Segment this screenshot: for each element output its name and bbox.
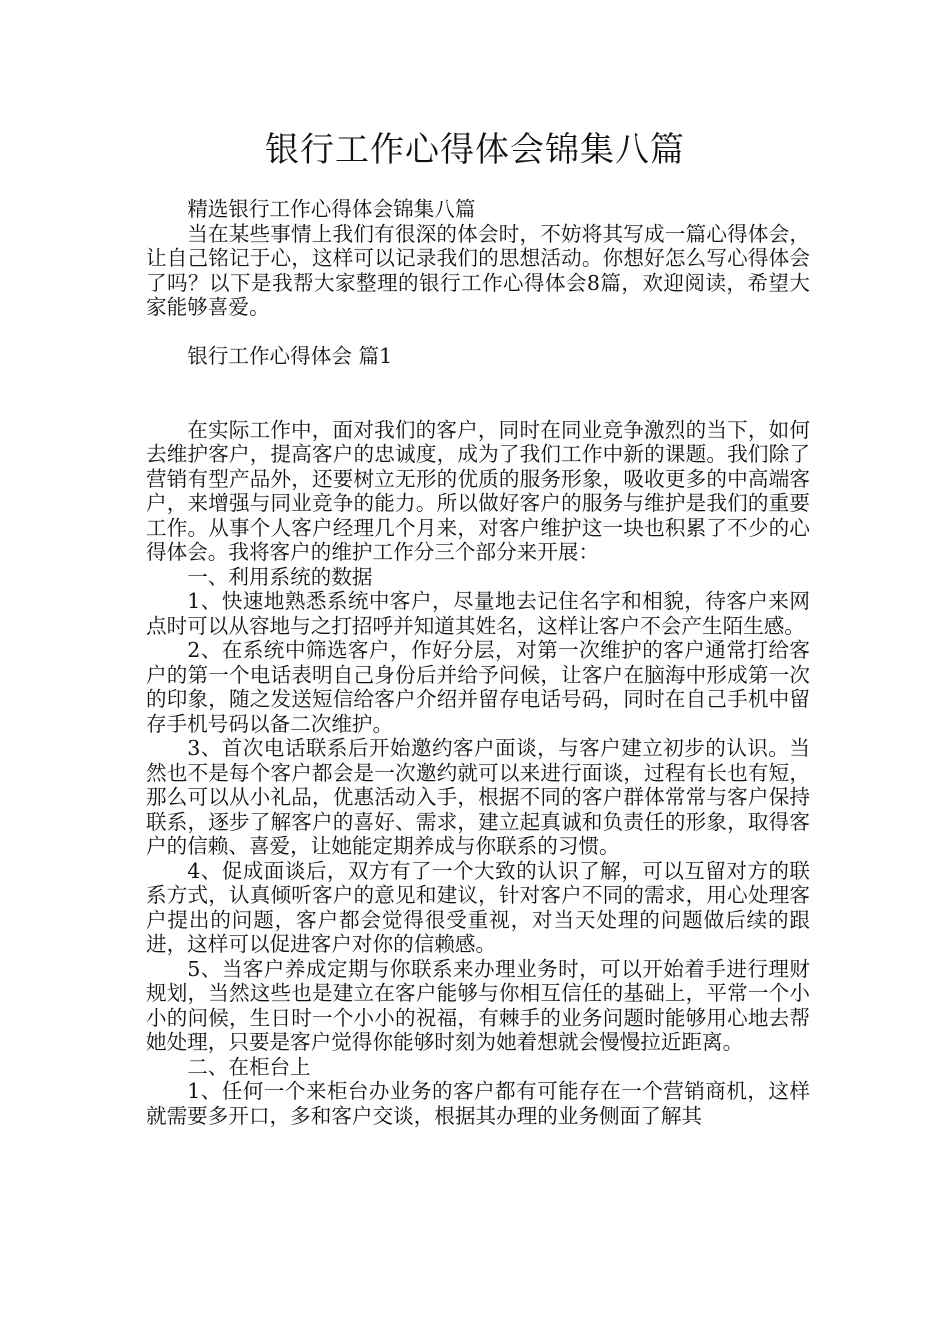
- subtitle: 精选银行工作心得体会锦集八篇: [187, 197, 476, 221]
- document-title: 银行工作心得体会锦集八篇: [265, 130, 685, 170]
- paragraph: 在实际工作中，面对我们的客户，同时在同业竞争激烈的当下，如何去维护客户，提高客户的忠诚度，成为了我们工作中新的课题。我们除了营销有型产品外，还要树立无形的优质的服务形象，吸收更多的中高端客户，来增强与同业竞争的能力。所以做好客户的服务与维护是我们的重要工作。从事个人客户经理几个月来，对客户维护这一块也积累了不少的心得体会。我将客户的维护工作分三个部分来开展：: [146, 417, 810, 564]
- spacer: [146, 320, 810, 345]
- intro-paragraph: 当在某些事情上我们有很深的体会时，不妨将其写成一篇心得体会，让自己铭记于心，这样可以记录我们的思想活动。你想好怎么写心得体会了吗？以下是我帮大家整理的银行工作心得体会8篇，欢迎阅读，希望大家能够喜爱。: [146, 221, 810, 319]
- paragraph: 3、首次电话联系后开始邀约客户面谈，与客户建立初步的认识。当然也不是每个客户都会是一次邀约就可以来进行面谈，过程有长也有短，那么可以从小礼品，优惠活动入手，根据不同的客户群体常常与客户保持联系，逐步了解客户的喜好、需求，建立起真诚和负责任的形象，取得客户的信赖、喜爱，让她能定期养成与你联系的习惯。: [146, 736, 810, 858]
- spacer: [146, 393, 810, 418]
- paragraph: 5、当客户养成定期与你联系来办理业务时，可以开始着手进行理财规划，当然这些也是建立在客户能够与你相互信任的基础上，平常一个小小的问候，生日时一个小小的祝福，有棘手的业务问题时能够用心地去帮她处理，只要是客户觉得你能够时刻为她着想就会慢慢拉近距离。: [146, 956, 810, 1054]
- document-body: [146, 197, 810, 1128]
- paragraph: 4、促成面谈后，双方有了一个大致的认识了解，可以互留对方的联系方式，认真倾听客户的意见和建议，针对客户不同的需求，用心处理客户提出的问题，客户都会觉得很受重视，对当天处理的问题做后续的跟进，这样可以促进客户对你的信赖感。: [146, 858, 810, 956]
- subheading: 二、在柜台上: [187, 1054, 311, 1079]
- subheading: 一、利用系统的数据: [187, 564, 373, 589]
- paragraph: 1、任何一个来柜台办业务的客户都有可能存在一个营销商机，这样就需要多开口，多和客户交谈，根据其办理的业务侧面了解其: [146, 1079, 810, 1128]
- paragraph: 2、在系统中筛选客户，作好分层，对第一次维护的客户通常打给客户的第一个电话表明自己身份后并给予问候，让客户在脑海中形成第一次的印象，随之发送短信给客户介绍并留存电话号码，同时在自己手机中留存手机号码以备二次维护。: [146, 638, 810, 736]
- spacer: [146, 369, 810, 394]
- paragraph: 1、快速地熟悉系统中客户，尽量地去记住名字和相貌，待客户来网点时可以从容地与之打招呼并知道其姓名，这样让客户不会产生陌生感。: [146, 589, 810, 638]
- section-heading: 银行工作心得体会 篇1: [187, 344, 393, 368]
